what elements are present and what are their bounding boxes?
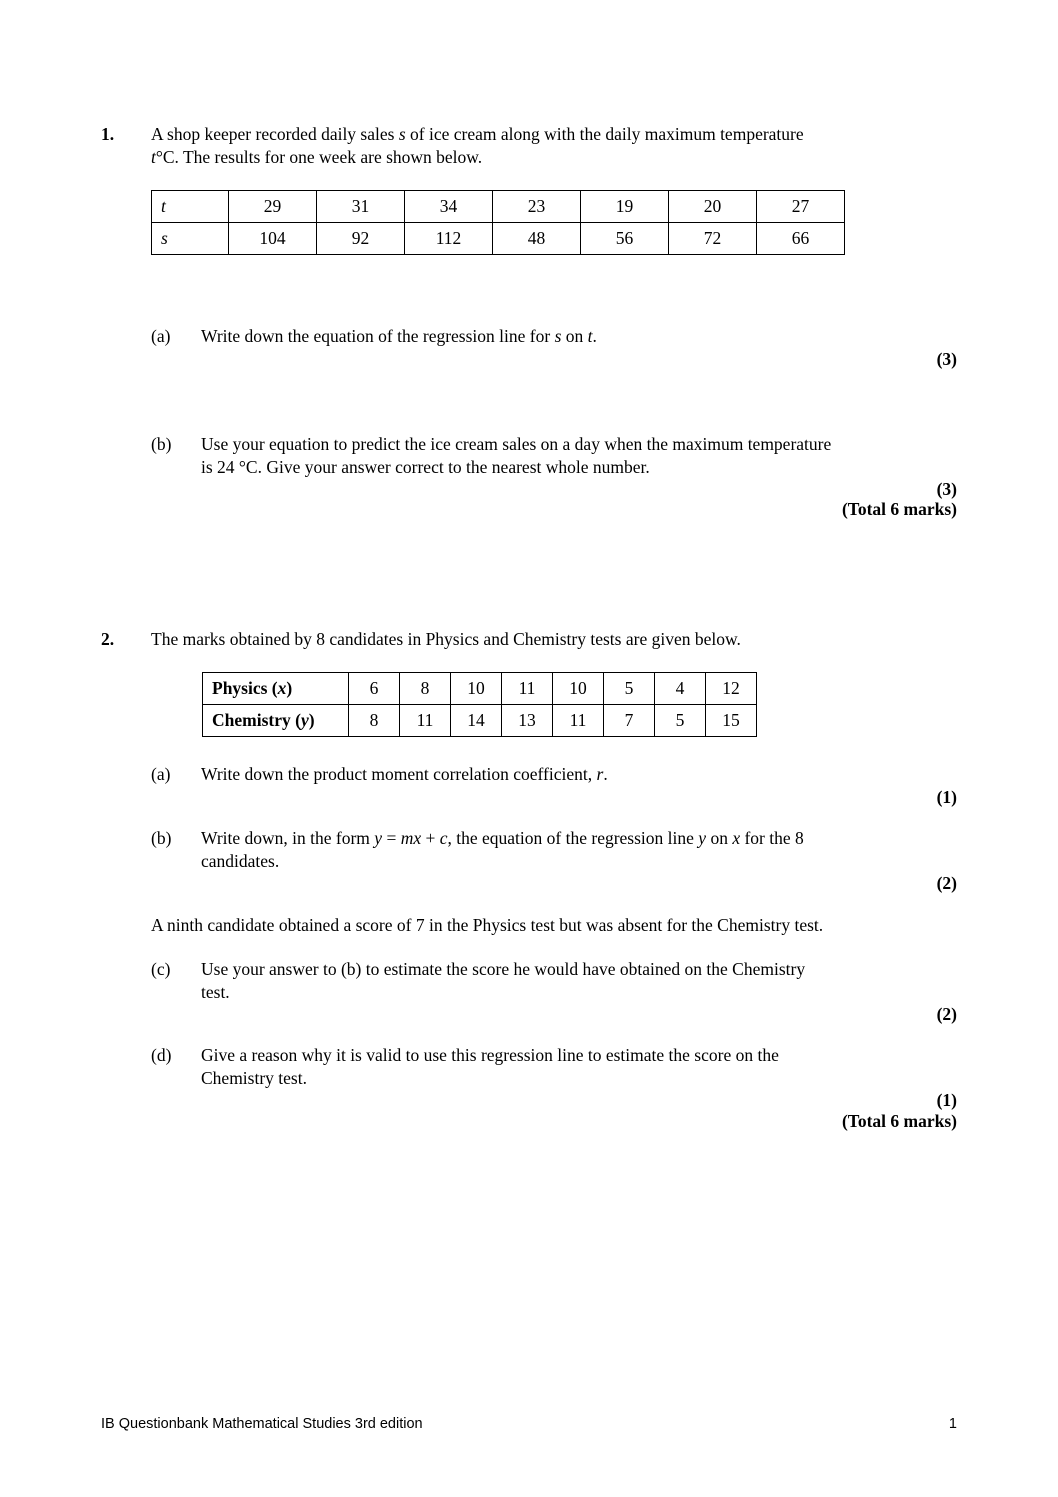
table-cell: 8 <box>400 673 451 705</box>
text-segment: + <box>421 828 440 848</box>
table-row-s <box>152 223 845 255</box>
variable-s: s <box>161 228 168 248</box>
question-1a-text <box>201 326 597 347</box>
table-cell: 20 <box>669 191 757 223</box>
marks-2c: (2) <box>936 1004 957 1024</box>
text-segment: for the 8 <box>740 828 804 848</box>
physics-chemistry-table <box>202 672 757 737</box>
table-cell: 14 <box>451 705 502 737</box>
table-cell: 5 <box>655 705 706 737</box>
table-cell: 23 <box>493 191 581 223</box>
text-segment: . <box>592 326 597 346</box>
table-cell: 15 <box>706 705 757 737</box>
question-1-number: 1. <box>101 124 115 144</box>
text-segment: Chemistry ( <box>212 710 301 730</box>
question-2-number: 2. <box>101 629 115 649</box>
table-cell: 7 <box>604 705 655 737</box>
part-label-1b: (b) <box>151 434 172 454</box>
variable-x: x <box>277 678 287 698</box>
table-cell: 4 <box>655 673 706 705</box>
marks-2b: (2) <box>936 873 957 893</box>
part-label-2a: (a) <box>151 764 171 784</box>
question-2c-line2: test. <box>201 982 230 1002</box>
table-cell: 48 <box>493 223 581 255</box>
footer-title: IB Questionbank Mathematical Studies 3rd edition <box>101 1416 423 1432</box>
table-cell: 27 <box>757 191 845 223</box>
ninth-candidate-text: A ninth candidate obtained a score of 7 in the Physics test but was absent for the Chemistry test. <box>151 915 824 935</box>
part-label-2b: (b) <box>151 828 172 848</box>
text-segment: on <box>706 828 733 848</box>
question-2-intro: The marks obtained by 8 candidates in Physics and Chemistry tests are given below. <box>151 629 741 649</box>
text-segment: = <box>382 828 401 848</box>
variable-mx: mx <box>400 828 422 848</box>
part-label-1a: (a) <box>151 326 171 346</box>
row-header-t <box>152 191 229 223</box>
row-header-chemistry <box>203 705 349 737</box>
variable-y: y <box>300 710 309 730</box>
question-1-intro-line2 <box>151 147 482 168</box>
table-row-t <box>152 191 845 223</box>
total-marks-q1: (Total 6 marks) <box>841 499 957 519</box>
variable-y: y <box>374 828 383 848</box>
table-cell: 66 <box>757 223 845 255</box>
table-cell: 29 <box>229 191 317 223</box>
variable-c: c <box>439 828 448 848</box>
sales-temperature-table <box>151 190 845 255</box>
text-segment: , the equation of the regression line <box>447 828 699 848</box>
table-cell: 10 <box>553 673 604 705</box>
row-header-physics <box>203 673 349 705</box>
page-number: 1 <box>948 1416 957 1432</box>
total-marks-q2: (Total 6 marks) <box>841 1111 957 1131</box>
table-cell: 11 <box>502 673 553 705</box>
variable-t: t <box>151 147 156 167</box>
table-cell: 92 <box>317 223 405 255</box>
text-segment: on <box>561 326 588 346</box>
text-segment: of ice cream along with the daily maximum temperature <box>405 124 804 144</box>
table-cell: 11 <box>553 705 604 737</box>
variable-s: s <box>554 326 562 346</box>
question-2a-text <box>201 764 608 785</box>
text-segment: Write down the equation of the regression line for <box>201 326 555 346</box>
text-segment: Write down, in the form <box>201 828 375 848</box>
variable-y: y <box>698 828 707 848</box>
part-label-2c: (c) <box>151 959 171 979</box>
marks-2a: (1) <box>936 787 957 807</box>
question-2d-line1: Give a reason why it is valid to use this regression line to estimate the score on the <box>201 1045 779 1065</box>
question-1b-line1: Use your equation to predict the ice cream sales on a day when the maximum temperature <box>201 434 832 454</box>
table-cell: 34 <box>405 191 493 223</box>
text-segment: ) <box>286 678 293 698</box>
marks-1a: (3) <box>936 349 957 369</box>
table-cell: 112 <box>405 223 493 255</box>
part-label-2d: (d) <box>151 1045 172 1065</box>
text-segment: °C. The results for one week are shown below. <box>155 147 483 167</box>
question-2c-line1: Use your answer to (b) to estimate the score he would have obtained on the Chemistry <box>201 959 806 979</box>
table-cell: 5 <box>604 673 655 705</box>
marks-2d: (1) <box>936 1090 957 1110</box>
variable-s: s <box>398 124 406 144</box>
variable-x: x <box>732 828 741 848</box>
table-cell: 56 <box>581 223 669 255</box>
table-cell: 8 <box>349 705 400 737</box>
text-segment: Write down the product moment correlation coefficient, <box>201 764 597 784</box>
table-cell: 31 <box>317 191 405 223</box>
variable-t: t <box>587 326 593 346</box>
text-segment: . <box>603 764 608 784</box>
table-cell: 12 <box>706 673 757 705</box>
table-cell: 13 <box>502 705 553 737</box>
text-segment: A shop keeper recorded daily sales <box>151 124 399 144</box>
variable-t: t <box>161 196 166 216</box>
table-row-physics <box>203 673 757 705</box>
row-header-s <box>152 223 229 255</box>
table-cell: 19 <box>581 191 669 223</box>
question-2b-line1 <box>201 828 804 849</box>
question-1b-line2: is 24 °C. Give your answer correct to the nearest whole number. <box>201 457 650 477</box>
table-cell: 72 <box>669 223 757 255</box>
table-cell: 10 <box>451 673 502 705</box>
question-1-intro-line1 <box>151 124 804 145</box>
question-2d-line2: Chemistry test. <box>201 1068 307 1088</box>
variable-r: r <box>596 764 604 784</box>
text-segment: ) <box>308 710 315 730</box>
table-row-chemistry <box>203 705 757 737</box>
text-segment: Physics ( <box>212 678 278 698</box>
marks-1b: (3) <box>936 479 957 499</box>
table-cell: 11 <box>400 705 451 737</box>
table-cell: 104 <box>229 223 317 255</box>
table-cell: 6 <box>349 673 400 705</box>
question-2b-line2: candidates. <box>201 851 280 871</box>
